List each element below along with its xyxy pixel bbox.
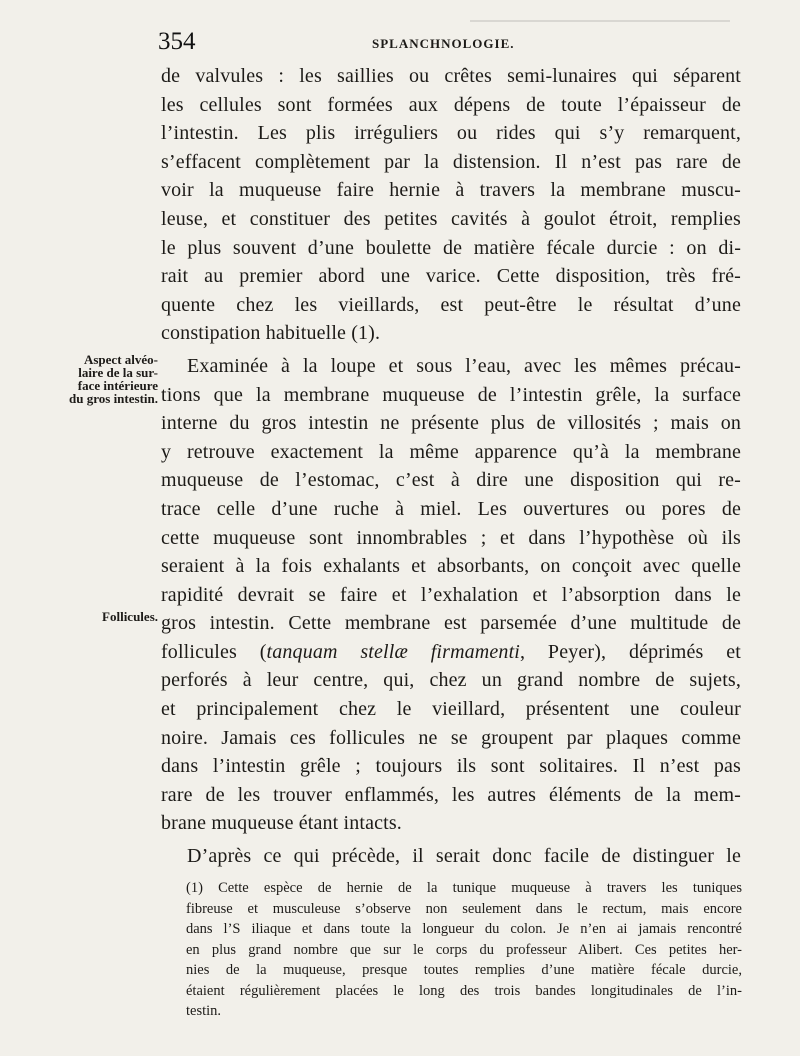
paragraph-2 [161, 352, 741, 838]
text-line: dans l’intestin grêle ; toujours ils sont solitaires. Il n’est pas [161, 755, 741, 778]
text-line: quente chez les vieillards, est peut-être le résultat d’une [161, 293, 741, 316]
text-line: muqueuse de l’estomac, c’est à dire une disposition qui re- [161, 469, 741, 492]
latin-quote: tanquam stellæ firmamenti [266, 640, 520, 663]
text-line: perforés à leur centre, qui, chez un grand nombre de sujets, [161, 669, 741, 692]
text-line: le plus souvent d’une boulette de matière fécale durcie : on di- [161, 236, 741, 259]
text-line: Examinée à la loupe et sous l’eau, avec les mêmes précau- [187, 354, 741, 377]
footnote-line: nies de la muqueuse, presque toutes remplies d’une matière fécale durcie, [186, 962, 742, 978]
text-line: trace celle d’une ruche à miel. Les ouvertures ou pores de [161, 497, 741, 520]
sidenote-line: Aspect alvéo- [83, 352, 158, 367]
text-line: constipation habituelle (1). [161, 322, 381, 345]
text-line: s’effacent complètement par la distension. Il n’est pas rare de [161, 150, 741, 173]
text-span: follicules ( [161, 640, 267, 663]
text-line: les cellules sont formées aux dépens de toute l’épaisseur de [161, 93, 741, 116]
text-line-follicules [161, 638, 741, 667]
text-line: D’après ce qui précède, il serait donc facile de distinguer le [187, 845, 741, 868]
text-line: l’intestin. Les plis irréguliers ou rides qui s’y remarquent, [161, 122, 741, 145]
paragraph-3 [161, 842, 741, 871]
text-line: noire. Jamais ces follicules ne se groupent par plaques comme [161, 726, 741, 749]
text-line: et principalement chez le vieillard, présentent une couleur [161, 698, 741, 721]
text-span: , Peyer), déprimés et [520, 640, 741, 663]
text-line: cette muqueuse sont innombrables ; et dans l’hypothèse où ils [161, 526, 741, 549]
main-text [161, 62, 741, 871]
text-line: seraient à la fois exhalants et absorbants, on conçoit avec quelle [161, 555, 741, 578]
page-number: 354 [158, 28, 196, 55]
text-line: brane muqueuse étant intacts. [161, 812, 402, 835]
running-title: SPLANCHNOLOGIE. [372, 36, 515, 51]
text-line: de valvules : les saillies ou crêtes semi-lunaires qui séparent [161, 65, 741, 87]
sidenote-line: laire de la sur- [78, 365, 158, 380]
paragraph-1 [161, 62, 741, 348]
footnote-line: en plus grand nombre que sur le corps du professeur Alibert. Ces petites her- [186, 941, 742, 958]
footnote [186, 878, 742, 1022]
sidenote-line: face intérieure [77, 378, 158, 393]
text-line: tions que la membrane muqueuse de l’intestin grêle, la surface [161, 383, 741, 406]
footnote-line: testin. [186, 1003, 222, 1019]
sidenote-line: du gros intestin. [69, 391, 158, 406]
text-line: y retrouve exactement la même apparence qu’à la membrane [161, 440, 741, 463]
footnote-line: fibreuse et musculeuse s’observe non seulement dans le rectum, mais encore [186, 900, 742, 917]
sidenote-line: Follicules. [102, 609, 158, 624]
text-line: leuse, et constituer des petites cavités à goulot étroit, remplies [161, 207, 741, 230]
sidenote-aspect [50, 353, 158, 405]
text-line: voir la muqueuse faire hernie à travers la membrane muscu- [161, 179, 741, 202]
footnote-line: dans l’S iliaque et dans toute la longueur du colon. Je n’en ai jamais rencontré [186, 921, 742, 937]
sidenote-follicules [50, 610, 158, 623]
text-line: rare de les trouver enflammés, les autres éléments de la mem- [161, 783, 741, 806]
text-line: gros intestin. Cette membrane est parsemée d’une multitude de [161, 612, 741, 635]
page-header [158, 28, 742, 58]
text-line: rapidité devrait se faire et l’exhalation et l’absorption dans le [161, 583, 741, 606]
text-line: interne du gros intestin ne présente plus de villosités ; mais on [161, 412, 741, 435]
footnote-line: (1) Cette espèce de hernie de la tunique muqueuse à travers les tuniques [186, 880, 742, 896]
footnote-line: étaient régulièrement placées le long des trois bandes longitudinales de l’in- [186, 982, 742, 999]
text-line: rait au premier abord une varice. Cette disposition, très fré- [161, 265, 741, 288]
